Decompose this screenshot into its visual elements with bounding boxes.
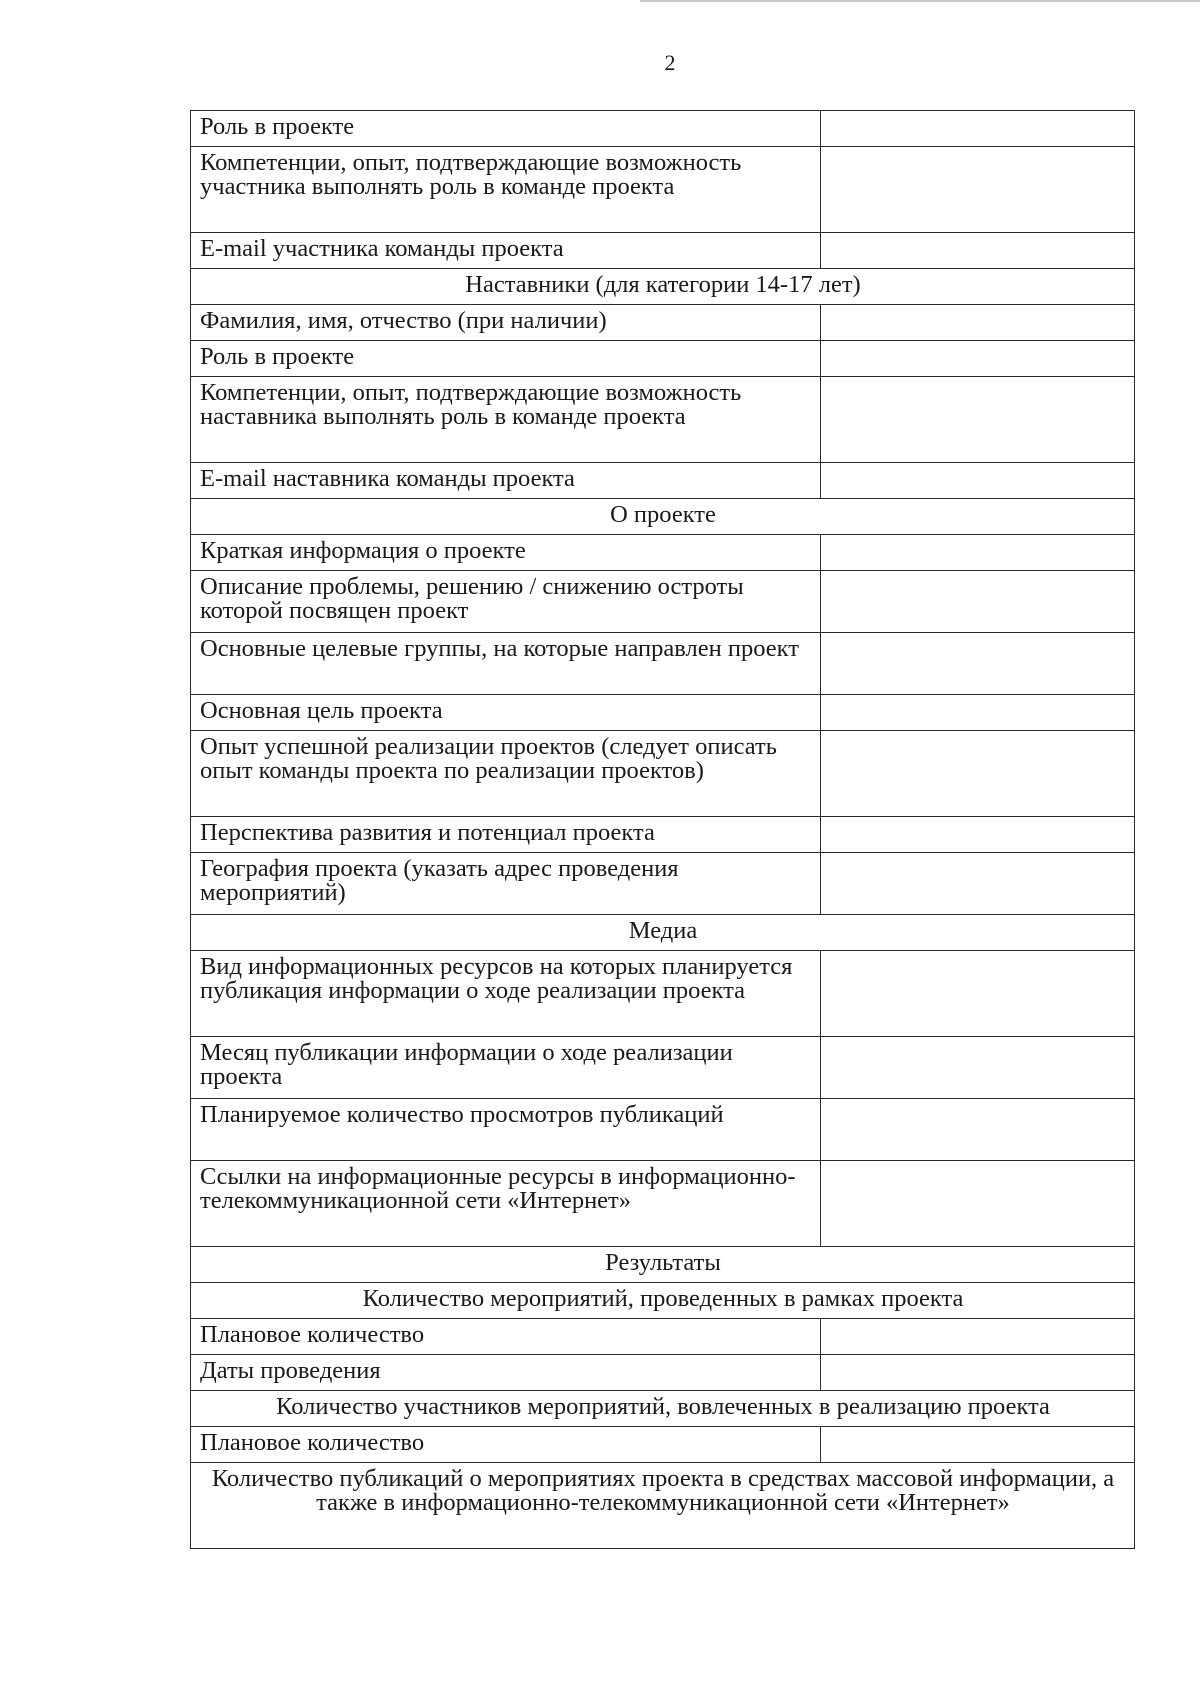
row-label-email: E-mail участника команды проекта [191, 233, 821, 269]
table-row [191, 233, 1135, 269]
row-value-event-dates[interactable] [821, 1355, 1135, 1391]
table-row [191, 147, 1135, 233]
row-label-experience: Опыт успешной реализации проектов (следует описать опыт команды проекта по реализации проектов) [191, 731, 821, 817]
table-row [191, 571, 1135, 633]
table-row [191, 853, 1135, 915]
row-value-geography[interactable] [821, 853, 1135, 915]
table-row [191, 695, 1135, 731]
row-label-publication-month: Месяц публикации информации о ходе реализации проекта [191, 1037, 821, 1099]
page-number: 2 [664, 50, 676, 75]
application-form-table [190, 110, 1135, 1549]
row-value-participants-planned[interactable] [821, 1427, 1135, 1463]
row-value-mentor-competencies[interactable] [821, 377, 1135, 463]
row-value-mentor-role[interactable] [821, 341, 1135, 377]
row-value-prospects[interactable] [821, 817, 1135, 853]
row-label-role: Роль в проекте [191, 111, 821, 147]
table-row [191, 305, 1135, 341]
table-row [191, 111, 1135, 147]
table-row [191, 341, 1135, 377]
table-row [191, 731, 1135, 817]
table-row [191, 633, 1135, 695]
row-label-events-planned: Плановое количество [191, 1319, 821, 1355]
row-value-media-resources[interactable] [821, 951, 1135, 1037]
row-value-planned-views[interactable] [821, 1099, 1135, 1161]
table-row [191, 1099, 1135, 1161]
row-value-experience[interactable] [821, 731, 1135, 817]
row-value-events-planned[interactable] [821, 1319, 1135, 1355]
row-label-competencies: Компетенции, опыт, подтверждающие возможность участника выполнять роль в команде проекта [191, 147, 821, 233]
table-row [191, 377, 1135, 463]
subsection-participants-count: Количество участников мероприятий, вовлеченных в реализацию проекта [191, 1391, 1135, 1427]
row-value-mentor-email[interactable] [821, 463, 1135, 499]
table-row [191, 817, 1135, 853]
row-value-email[interactable] [821, 233, 1135, 269]
row-value-target-groups[interactable] [821, 633, 1135, 695]
scan-edge-mark [640, 0, 1200, 2]
section-row [191, 915, 1135, 951]
table-row [191, 1037, 1135, 1099]
row-label-main-goal: Основная цель проекта [191, 695, 821, 731]
row-value-publication-month[interactable] [821, 1037, 1135, 1099]
table-row [191, 951, 1135, 1037]
row-value-problem[interactable] [821, 571, 1135, 633]
table-row [191, 1161, 1135, 1247]
section-heading-results: Результаты [191, 1247, 1135, 1283]
section-heading-media: Медиа [191, 915, 1135, 951]
row-value-competencies[interactable] [821, 147, 1135, 233]
section-heading-about: О проекте [191, 499, 1135, 535]
row-label-problem: Описание проблемы, решению / снижению остроты которой посвящен проект [191, 571, 821, 633]
subsection-publications-count: Количество публикаций о мероприятиях проекта в средствах массовой информации, а также в информационно-телекоммуникационной сети «Интернет» [191, 1463, 1135, 1549]
row-label-planned-views: Планируемое количество просмотров публикаций [191, 1099, 821, 1161]
row-value-mentor-name[interactable] [821, 305, 1135, 341]
row-label-mentor-email: E-mail наставника команды проекта [191, 463, 821, 499]
table-row [191, 1319, 1135, 1355]
section-row [191, 1247, 1135, 1283]
row-label-brief-info: Краткая информация о проекте [191, 535, 821, 571]
section-row [191, 1283, 1135, 1319]
table-row [191, 535, 1135, 571]
row-value-main-goal[interactable] [821, 695, 1135, 731]
subsection-events-count: Количество мероприятий, проведенных в рамках проекта [191, 1283, 1135, 1319]
row-label-geography: География проекта (указать адрес проведения мероприятий) [191, 853, 821, 915]
section-row [191, 1391, 1135, 1427]
row-value-brief-info[interactable] [821, 535, 1135, 571]
row-label-mentor-name: Фамилия, имя, отчество (при наличии) [191, 305, 821, 341]
row-label-mentor-role: Роль в проекте [191, 341, 821, 377]
row-label-media-resources: Вид информационных ресурсов на которых планируется публикация информации о ходе реализации проекта [191, 951, 821, 1037]
row-value-role[interactable] [821, 111, 1135, 147]
table-row [191, 463, 1135, 499]
row-value-resource-links[interactable] [821, 1161, 1135, 1247]
row-label-mentor-competencies: Компетенции, опыт, подтверждающие возможность наставника выполнять роль в команде проекта [191, 377, 821, 463]
row-label-target-groups: Основные целевые группы, на которые направлен проект [191, 633, 821, 695]
row-label-resource-links: Ссылки на информационные ресурсы в информационно-телекоммуникационной сети «Интернет» [191, 1161, 821, 1247]
section-row [191, 269, 1135, 305]
row-label-participants-planned: Плановое количество [191, 1427, 821, 1463]
table-row [191, 1355, 1135, 1391]
table-row [191, 1427, 1135, 1463]
row-label-prospects: Перспектива развития и потенциал проекта [191, 817, 821, 853]
row-label-event-dates: Даты проведения [191, 1355, 821, 1391]
section-row [191, 499, 1135, 535]
section-heading-mentors: Наставники (для категории 14-17 лет) [191, 269, 1135, 305]
section-row [191, 1463, 1135, 1549]
